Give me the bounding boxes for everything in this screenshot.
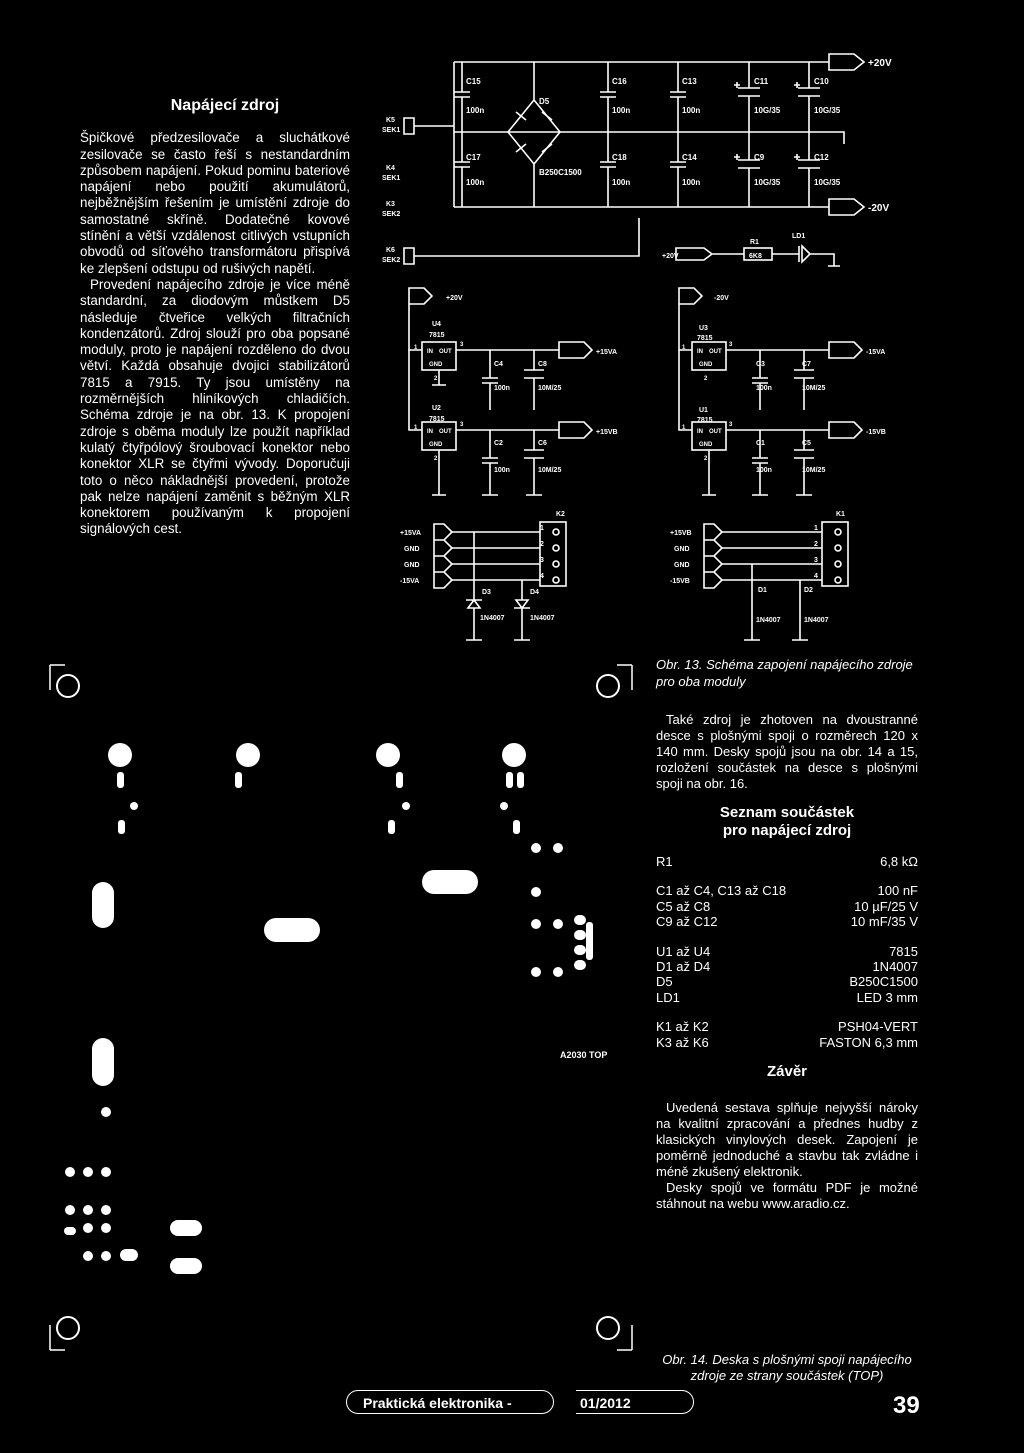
c15-label: C15 bbox=[466, 77, 481, 86]
c1-label: C1 bbox=[756, 440, 765, 447]
k4-label: K4 bbox=[386, 165, 395, 172]
u3-pin-out: OUT bbox=[709, 349, 722, 355]
part-value: 7815 bbox=[889, 943, 918, 959]
u4-pin1: 1 bbox=[414, 345, 418, 351]
u3-pin3: 3 bbox=[729, 342, 733, 348]
k1-pin1: 1 bbox=[814, 525, 818, 532]
u1-pin3: 3 bbox=[729, 422, 733, 428]
mounting-hole bbox=[597, 1317, 619, 1339]
u4-pin-out: OUT bbox=[439, 349, 452, 355]
c5-value: 10M/25 bbox=[802, 467, 826, 474]
conclusion-paragraph-download: Desky spojů ve formátu PDF je možné stáhnout na webu www.aradio.cz. bbox=[656, 1180, 918, 1212]
u2-value: 7815 bbox=[429, 416, 445, 423]
part-designator: C1 až C4, C13 až C18 bbox=[656, 883, 787, 899]
u4-pin2: 2 bbox=[434, 376, 438, 382]
parts-list-title bbox=[656, 804, 918, 840]
c14-value: 100n bbox=[682, 178, 701, 187]
k1-pin-neg15b: -15VB bbox=[670, 578, 690, 585]
k1-pin4: 4 bbox=[814, 573, 818, 580]
u2-pin1: 1 bbox=[414, 425, 418, 431]
rail-label-pos20: +20V bbox=[868, 58, 892, 69]
u3-pin-in: IN bbox=[697, 349, 703, 355]
k1-pin2: 2 bbox=[814, 541, 818, 548]
article-title: Napájecí zdroj bbox=[170, 97, 280, 114]
c1-value: 100n bbox=[756, 467, 772, 474]
c11-value: 10G/35 bbox=[754, 106, 781, 115]
sek2-label-2: SEK2 bbox=[382, 257, 401, 264]
part-designator: U1 až U4 bbox=[656, 943, 711, 959]
c16-value: 100n bbox=[612, 106, 631, 115]
c3-value: 100n bbox=[756, 385, 772, 392]
c4-label: C4 bbox=[494, 361, 503, 368]
ld1-label: LD1 bbox=[792, 233, 806, 240]
u2-pin-gnd: GND bbox=[429, 442, 443, 448]
c14-label: C14 bbox=[682, 153, 697, 162]
pcb-pads bbox=[64, 743, 593, 1274]
c2-label: C2 bbox=[494, 440, 503, 447]
c12-value: 10G/35 bbox=[814, 178, 841, 187]
part-designator: LD1 bbox=[656, 989, 680, 1005]
figure13-caption: Obr. 13. Schéma zapojení napájecího zdroje pro oba moduly bbox=[656, 657, 913, 689]
d5-label: D5 bbox=[539, 97, 550, 106]
part-designator: R1 bbox=[656, 854, 673, 869]
c6-label: C6 bbox=[538, 440, 547, 447]
parts-title-line1: Seznam součástek bbox=[719, 804, 855, 821]
u4-pin-in: IN bbox=[427, 349, 433, 355]
rail-label-neg20: -20V bbox=[868, 203, 890, 214]
parts-row bbox=[656, 899, 918, 914]
part-designator: C5 až C8 bbox=[656, 898, 711, 914]
u1-label: U1 bbox=[699, 407, 708, 414]
led-supply-label: +20V bbox=[662, 253, 679, 260]
k2-pin1: 1 bbox=[540, 525, 544, 532]
k2-pin-gnd2: GND bbox=[404, 562, 420, 569]
d4-value: 1N4007 bbox=[530, 615, 555, 622]
c13-label: C13 bbox=[682, 77, 697, 86]
k1-label: K1 bbox=[836, 511, 845, 518]
u2-label: U2 bbox=[432, 405, 441, 412]
u2-pin3: 3 bbox=[460, 422, 464, 428]
c17-value: 100n bbox=[466, 178, 485, 187]
sek1-label-2: SEK1 bbox=[382, 175, 401, 182]
power-supply-schematic bbox=[374, 40, 1024, 660]
u4-supply-label: +20V bbox=[446, 295, 463, 302]
u3-pin-gnd: GND bbox=[699, 362, 713, 368]
c9-label: C9 bbox=[754, 153, 765, 162]
c7-value: 10M/25 bbox=[802, 385, 826, 392]
c8-value: 10M/25 bbox=[538, 385, 562, 392]
k2-pin3: 3 bbox=[540, 557, 544, 564]
c6-value: 10M/25 bbox=[538, 467, 562, 474]
magazine-name: Praktická elektronika - bbox=[346, 1390, 554, 1414]
pcb-top-layout bbox=[40, 660, 640, 1380]
u3-pin2: 2 bbox=[704, 376, 708, 382]
u1-pin-out: OUT bbox=[709, 429, 722, 435]
c10-label: C10 bbox=[814, 77, 829, 86]
parts-row bbox=[656, 854, 918, 869]
c11-label: C11 bbox=[754, 77, 769, 86]
c12-label: C12 bbox=[814, 153, 829, 162]
bridge-label: B250C1500 bbox=[539, 168, 582, 177]
sek2-label: SEK2 bbox=[382, 211, 401, 218]
part-value: 10 mF/35 V bbox=[850, 914, 918, 930]
u4-value: 7815 bbox=[429, 332, 445, 339]
c9-value: 10G/35 bbox=[754, 178, 781, 187]
conclusion-title: Závěr bbox=[766, 1063, 808, 1081]
d3-value: 1N4007 bbox=[480, 615, 505, 622]
part-designator: C9 až C12 bbox=[656, 914, 718, 930]
figure14-caption: Obr. 14. Deska s plošnými spoji napájecího zdroje ze strany součástek (TOP) bbox=[662, 1352, 912, 1383]
k2-pin-gnd1: GND bbox=[404, 546, 420, 553]
page-number: 39 bbox=[893, 1392, 920, 1419]
output-connector-k2 bbox=[434, 522, 566, 640]
u4-label: U4 bbox=[432, 321, 441, 328]
part-value: 10 µF/25 V bbox=[854, 898, 918, 914]
k5-label: K5 bbox=[386, 117, 395, 124]
c4-value: 100n bbox=[494, 385, 510, 392]
r1-value: 6K8 bbox=[749, 253, 762, 260]
k2-label: K2 bbox=[556, 511, 565, 518]
parts-row bbox=[656, 959, 918, 974]
parts-list-table bbox=[656, 854, 918, 1050]
u3-supply-label: -20V bbox=[714, 295, 729, 302]
article-paragraph: Špičkové předzesilovače a sluchátkové zesilovače se často řeší s nestandardním způsobem napájení. Pokud pominu bateriové napájení nebo použití akumulátorů, nejběžnějším řešením je umístění zdroje do samostatné skříně. Dodatečné kovové stínění a větší vzdálenost citlivých vstupních obvodů od síťového transformátoru přispívá ke zlepšení odstupu od rušivých napětí. bbox=[80, 130, 350, 276]
parts-row bbox=[656, 990, 918, 1005]
mounting-hole bbox=[57, 1317, 79, 1339]
part-value: B250C1500 bbox=[849, 974, 918, 990]
part-value: LED 3 mm bbox=[856, 989, 918, 1005]
u1-value: 7815 bbox=[697, 417, 713, 424]
parts-row bbox=[656, 1035, 918, 1050]
u2-pin-in: IN bbox=[427, 429, 433, 435]
issue-number: 01/2012 bbox=[576, 1390, 694, 1414]
c2-value: 100n bbox=[494, 467, 510, 474]
mounting-hole bbox=[597, 675, 619, 697]
parts-row bbox=[656, 1019, 918, 1034]
k2-pin4: 4 bbox=[540, 573, 544, 580]
k1-pin-pos15b: +15VB bbox=[670, 530, 692, 537]
diode-bridge bbox=[508, 62, 560, 207]
part-value: PSH04-VERT bbox=[838, 1019, 918, 1035]
u2-pin-out: OUT bbox=[439, 429, 452, 435]
c5-label: C5 bbox=[802, 440, 811, 447]
pcb-board-label: A2030 TOP bbox=[560, 1050, 608, 1060]
c3-label: C3 bbox=[756, 361, 765, 368]
k6-label: K6 bbox=[386, 247, 395, 254]
u1-pin-in: IN bbox=[697, 429, 703, 435]
right-column bbox=[656, 712, 918, 1212]
u3-value: 7815 bbox=[697, 335, 713, 342]
c8-label: C8 bbox=[538, 361, 547, 368]
mounting-hole bbox=[57, 675, 79, 697]
k1-pin-gnd1: GND bbox=[674, 546, 690, 553]
k1-pin-gnd2: GND bbox=[674, 562, 690, 569]
rail-label-pos15b: +15VB bbox=[596, 429, 618, 436]
c18-value: 100n bbox=[612, 178, 631, 187]
k1-pin3: 3 bbox=[814, 557, 818, 564]
part-designator: D1 až D4 bbox=[656, 959, 711, 975]
sek1-label: SEK1 bbox=[382, 127, 401, 134]
d3-label: D3 bbox=[482, 589, 491, 596]
u2-pin2: 2 bbox=[434, 456, 438, 462]
d2-value: 1N4007 bbox=[804, 617, 829, 624]
part-designator: D5 bbox=[656, 974, 673, 990]
part-designator: K3 až K6 bbox=[656, 1034, 709, 1050]
k2-pin-pos15a: +15VA bbox=[400, 530, 422, 537]
part-value: 6,8 kΩ bbox=[880, 854, 918, 869]
part-designator: K1 až K2 bbox=[656, 1019, 709, 1035]
rail-label-pos15a: +15VA bbox=[596, 349, 618, 356]
rail-label-neg15b: -15VB bbox=[866, 429, 886, 436]
r1-label: R1 bbox=[750, 239, 759, 246]
d4-label: D4 bbox=[530, 589, 539, 596]
u3-label: U3 bbox=[699, 325, 708, 332]
conclusion-paragraph: Uvedená sestava splňuje nejvyšší nároky na kvalitní zpracování a přednes hudby z klasických vinylových desek. Zapojení je poměrně jednoduché a stavbu tak zvládne i méně zkušený elektronik. bbox=[656, 1100, 918, 1180]
c7-label: C7 bbox=[802, 361, 811, 368]
parts-row bbox=[656, 944, 918, 959]
u3-pin1: 1 bbox=[682, 345, 686, 351]
d1-value: 1N4007 bbox=[756, 617, 781, 624]
c16-label: C16 bbox=[612, 77, 627, 86]
k3-label: K3 bbox=[386, 201, 395, 208]
parts-title-line2: pro napájecí zdroj bbox=[722, 822, 852, 839]
part-value: FASTON 6,3 mm bbox=[819, 1034, 918, 1050]
u1-pin1: 1 bbox=[682, 425, 686, 431]
article-column bbox=[80, 98, 350, 538]
parts-row bbox=[656, 883, 918, 898]
k2-pin2: 2 bbox=[540, 541, 544, 548]
article-paragraph: Provedení napájecího zdroje je více méně standardní, za diodovým můstkem D5 následuje čtveřice velkých filtračních kondenzátorů. Zdroj slouží pro oba popsané moduly, proto je napájení rozděleno do dvou větví. Každá obsahuje dvojici stabilizátorů 7815 a 7915. Ty jsou umístěny na rozměrnějších hliníkových chladičích. Schéma zdroje je na obr. 13. K propojení zdroje s oběma moduly lze použít například kulatý čtyřpólový šroubovací konektor nebo konektor XLR se čtyřmi vývody. Doporučuji toto o něco nákladnější provedení, protože pak nelze napájení zaměnit s běžným XLR konektorem používaným k propojení signálových cest. bbox=[80, 276, 350, 537]
k2-pin-neg15a: -15VA bbox=[400, 578, 420, 585]
rail-label-neg15a: -15VA bbox=[866, 349, 886, 356]
pcb-intro-paragraph: Také zdroj je zhotoven na dvoustranné desce s plošnými spoji o rozměrech 120 x 140 mm. Desky spojů jsou na obr. 14 a 15, rozložení součástek na desce s plošnými spoji na obr. 16. bbox=[656, 712, 918, 791]
d2-label: D2 bbox=[804, 587, 813, 594]
u4-pin3: 3 bbox=[460, 342, 464, 348]
u4-pin-gnd: GND bbox=[429, 362, 443, 368]
parts-row bbox=[656, 914, 918, 929]
parts-row bbox=[656, 974, 918, 989]
part-value: 1N4007 bbox=[872, 959, 918, 975]
c18-label: C18 bbox=[612, 153, 627, 162]
c17-label: C17 bbox=[466, 153, 481, 162]
c15-value: 100n bbox=[466, 106, 485, 115]
u1-pin-gnd: GND bbox=[699, 442, 713, 448]
c13-value: 100n bbox=[682, 106, 701, 115]
u1-pin2: 2 bbox=[704, 456, 708, 462]
part-value: 100 nF bbox=[877, 883, 918, 899]
c10-value: 10G/35 bbox=[814, 106, 841, 115]
d1-label: D1 bbox=[758, 587, 767, 594]
